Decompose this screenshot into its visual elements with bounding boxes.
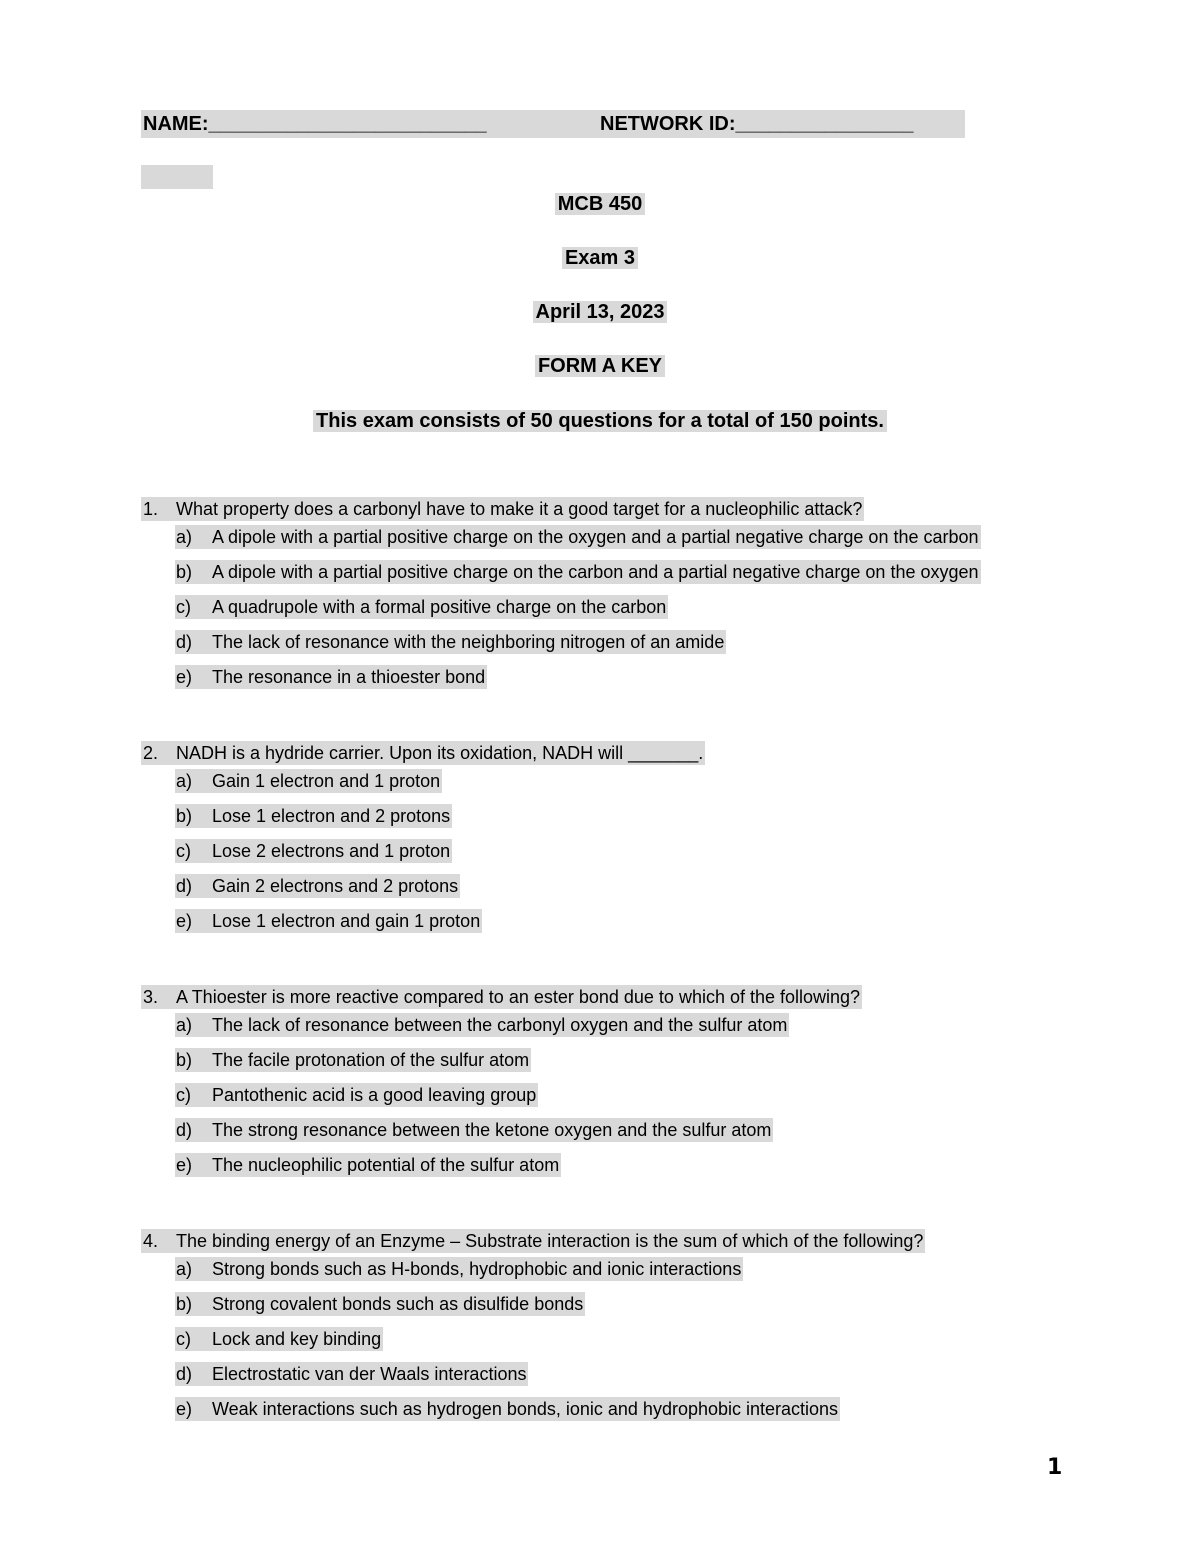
question-stem xyxy=(141,739,705,767)
answer-options xyxy=(175,1255,925,1430)
answer-option[interactable]: d) The strong resonance between the ketone oxygen and the sulfur atom xyxy=(176,1120,772,1140)
answer-options xyxy=(175,523,981,698)
form-key: FORM A KEY xyxy=(0,352,1200,380)
question-number: 2. xyxy=(143,743,159,763)
exam-date: April 13, 2023 xyxy=(0,298,1200,326)
question-stem xyxy=(141,983,862,1011)
question-stem xyxy=(141,495,981,523)
answer-option[interactable]: d) Electrostatic van der Waals interactions xyxy=(176,1364,527,1384)
answer-option[interactable]: a) Gain 1 electron and 1 proton xyxy=(176,771,441,791)
question-number: 1. xyxy=(143,499,159,519)
answer-option[interactable]: e) Lose 1 electron and gain 1 proton xyxy=(176,911,481,931)
question-3 xyxy=(141,983,862,1186)
highlight-block xyxy=(141,165,213,189)
answer-option[interactable]: b) Lose 1 electron and 2 protons xyxy=(176,806,451,826)
question-2 xyxy=(141,739,705,942)
question-number: 3. xyxy=(143,987,159,1007)
answer-option[interactable]: c) Lock and key binding xyxy=(176,1329,382,1349)
exam-summary: This exam consists of 50 questions for a total of 150 points. xyxy=(0,407,1200,435)
question-text: A Thioester is more reactive compared to an ester bond due to which of the following? xyxy=(176,987,861,1007)
answer-option[interactable]: c) Pantothenic acid is a good leaving group xyxy=(176,1085,537,1105)
answer-option[interactable]: b) A dipole with a partial positive charge on the carbon and a partial negative charge on the oxygen xyxy=(176,562,979,582)
answer-option[interactable]: d) The lack of resonance with the neighboring nitrogen of an amide xyxy=(176,632,725,652)
answer-option[interactable]: e) The resonance in a thioester bond xyxy=(176,667,486,687)
answer-option[interactable]: d) Gain 2 electrons and 2 protons xyxy=(176,876,459,896)
answer-option[interactable]: a) Strong bonds such as H-bonds, hydrophobic and ionic interactions xyxy=(176,1259,742,1279)
answer-options xyxy=(175,767,705,942)
question-text: What property does a carbonyl have to make it a good target for a nucleophilic attack? xyxy=(176,499,863,519)
question-text: NADH is a hydride carrier. Upon its oxidation, NADH will _______. xyxy=(176,743,704,763)
name-field-label: NAME:_________________________ xyxy=(143,113,487,135)
question-4 xyxy=(141,1227,925,1430)
answer-option[interactable]: b) The facile protonation of the sulfur atom xyxy=(176,1050,530,1070)
name-network-header xyxy=(141,110,965,138)
question-1 xyxy=(141,495,981,698)
answer-option[interactable]: a) The lack of resonance between the carbonyl oxygen and the sulfur atom xyxy=(176,1015,788,1035)
answer-option[interactable]: e) The nucleophilic potential of the sulfur atom xyxy=(176,1155,560,1175)
exam-title: Exam 3 xyxy=(0,244,1200,272)
answer-option[interactable]: e) Weak interactions such as hydrogen bonds, ionic and hydrophobic interactions xyxy=(176,1399,839,1419)
question-number: 4. xyxy=(143,1231,159,1251)
question-stem xyxy=(141,1227,925,1255)
question-text: The binding energy of an Enzyme – Substrate interaction is the sum of which of the following? xyxy=(176,1231,924,1251)
page-number: 1 xyxy=(1047,1455,1063,1480)
network-id-field-label: NETWORK ID:________________ xyxy=(600,113,914,135)
answer-option[interactable]: c) Lose 2 electrons and 1 proton xyxy=(176,841,451,861)
answer-options xyxy=(175,1011,862,1186)
answer-option[interactable]: a) A dipole with a partial positive charge on the oxygen and a partial negative charge on the carbon xyxy=(176,527,979,547)
answer-option[interactable]: c) A quadrupole with a formal positive charge on the carbon xyxy=(176,597,667,617)
course-title: MCB 450 xyxy=(0,190,1200,218)
answer-option[interactable]: b) Strong covalent bonds such as disulfide bonds xyxy=(176,1294,584,1314)
